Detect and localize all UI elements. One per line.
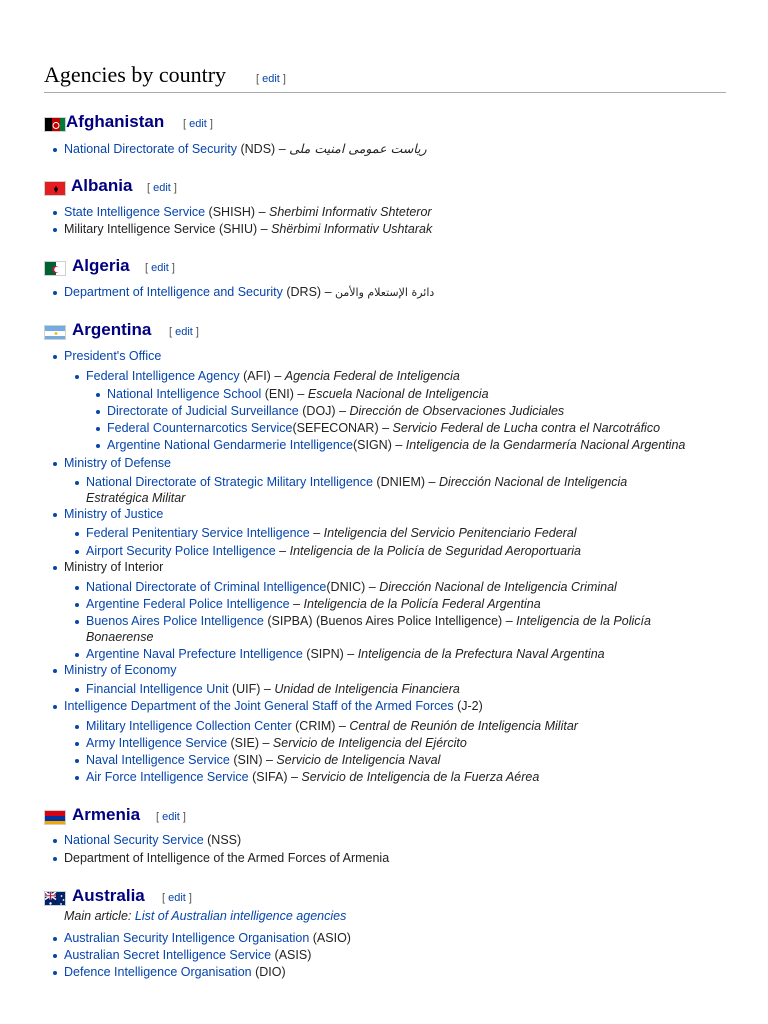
- bullet-icon: [75, 620, 79, 624]
- list-item-dash: –: [338, 719, 346, 733]
- list-item-abbr: (CRIM): [295, 719, 336, 733]
- heading-edit: [ edit ]: [183, 118, 213, 130]
- algeria-flag-icon: [44, 261, 66, 276]
- list-item-link[interactable]: National Directorate of Strategic Military Intelligence: [86, 475, 373, 489]
- bullet-icon: [53, 669, 57, 673]
- list-item-native: ریاست عمومی امنیت ملی: [289, 141, 427, 156]
- argentina-flag-icon: [44, 325, 66, 340]
- list-item: [86, 525, 577, 541]
- list-item-link[interactable]: Argentine National Gendarmerie Intelligence: [107, 438, 353, 452]
- bullet-icon: [53, 839, 57, 843]
- list-item: [64, 930, 351, 946]
- list-item-link[interactable]: Financial Intelligence Unit: [86, 682, 229, 696]
- list-item-native: Sherbimi Informativ Shteteror: [269, 205, 432, 219]
- list-item-link[interactable]: Argentine Naval Prefecture Intelligence: [86, 647, 303, 661]
- list-item: [64, 506, 163, 522]
- list-item-abbr: (ENI): [264, 387, 294, 401]
- bullet-icon: [75, 725, 79, 729]
- list-item: [86, 613, 686, 645]
- list-item-abbr: (DNIEM): [376, 475, 426, 489]
- albania-flag-icon: [44, 181, 66, 196]
- list-item: [107, 437, 685, 453]
- bullet-icon: [53, 954, 57, 958]
- edit-link[interactable]: edit: [153, 182, 171, 194]
- bullet-icon: [53, 462, 57, 466]
- list-item-abbr: (SIPBA) (Buenos Aires Police Intelligence): [267, 614, 503, 628]
- list-item: [64, 221, 432, 237]
- list-item-link[interactable]: Ministry of Economy: [64, 663, 177, 677]
- list-item-link[interactable]: National Intelligence School: [107, 387, 262, 401]
- list-item-dash: –: [258, 205, 266, 219]
- list-item: [86, 474, 686, 506]
- bullet-icon: [75, 550, 79, 554]
- list-item-text: Military Intelligence Service: [64, 222, 216, 236]
- list-item: [64, 947, 311, 963]
- list-item-link[interactable]: Australian Security Intelligence Organisation: [64, 931, 310, 945]
- list-item-native: دائرة الإستعلام والأمن: [335, 286, 435, 299]
- list-item: [86, 543, 581, 559]
- list-item: [64, 455, 171, 471]
- edit-link[interactable]: edit: [175, 326, 193, 338]
- list-item-native: Dirección Nacional de Inteligencia Criminal: [379, 580, 617, 594]
- main-article-note: [64, 909, 346, 923]
- edit-link[interactable]: edit: [162, 811, 180, 823]
- bullet-icon: [96, 427, 100, 431]
- list-item-abbr: (ASIO): [312, 931, 351, 945]
- list-item-abbr: (SHISH): [208, 205, 256, 219]
- armenia-flag-icon: [44, 810, 66, 825]
- list-item-dash: –: [324, 285, 332, 299]
- list-item: [64, 559, 163, 575]
- bullet-icon: [53, 566, 57, 570]
- heading-edit: [ edit ]: [156, 811, 186, 823]
- list-item-dash: –: [279, 544, 287, 558]
- bullet-icon: [53, 937, 57, 941]
- list-item-abbr: (SHIU): [218, 222, 258, 236]
- list-item-abbr: (SIFA): [252, 770, 288, 784]
- list-item: [86, 681, 460, 697]
- list-item-native: Inteligencia del Servicio Penitenciario Federal: [323, 526, 577, 540]
- bullet-icon: [75, 688, 79, 692]
- bullet-icon: [75, 603, 79, 607]
- list-item-dash: –: [265, 753, 273, 767]
- list-item: [64, 141, 427, 157]
- list-item: [107, 420, 660, 436]
- list-item-link[interactable]: National Directorate of Criminal Intelligence: [86, 580, 327, 594]
- list-item-dash: –: [368, 580, 376, 594]
- list-item: [107, 403, 564, 419]
- list-item-native: Servicio de Inteligencia del Ejército: [272, 736, 467, 750]
- list-item-text: Department of Intelligence of the Armed Forces of Armenia: [64, 851, 390, 865]
- list-item-dash: –: [395, 438, 403, 452]
- list-item-native: Shërbimi Informativ Ushtarak: [271, 222, 433, 236]
- list-item-dash: –: [382, 421, 390, 435]
- list-item: [86, 769, 539, 785]
- list-item-dash: –: [505, 614, 513, 628]
- list-item-link[interactable]: Argentine Federal Police Intelligence: [86, 597, 290, 611]
- list-item: [64, 662, 177, 678]
- list-item-abbr: (AFI): [243, 369, 271, 383]
- list-item-abbr: (SIGN): [352, 438, 392, 452]
- list-item-dash: –: [260, 222, 268, 236]
- list-item-dash: –: [297, 387, 305, 401]
- list-item-dash: –: [428, 475, 436, 489]
- list-item-link[interactable]: Intelligence Department of the Joint General Staff of the Armed Forces: [64, 699, 454, 713]
- list-item-abbr: (J-2): [457, 699, 483, 713]
- list-item-link[interactable]: Naval Intelligence Service: [86, 753, 230, 767]
- list-item-link[interactable]: Australian Secret Intelligence Service: [64, 948, 272, 962]
- bullet-icon: [75, 742, 79, 746]
- edit-link[interactable]: edit: [168, 892, 186, 904]
- list-item-native: Servicio de Inteligencia de la Fuerza Aérea: [301, 770, 540, 784]
- list-item-abbr: (ASIS): [274, 948, 312, 962]
- list-item-abbr: (DNIC): [326, 580, 366, 594]
- bullet-icon: [96, 444, 100, 448]
- list-item: [64, 850, 389, 866]
- list-item-native: Agencia Federal de Inteligencia: [284, 369, 460, 383]
- list-item-abbr: (NSS): [207, 833, 242, 847]
- bullet-icon: [75, 776, 79, 780]
- bullet-icon: [53, 705, 57, 709]
- list-item-abbr: (DRS): [286, 285, 322, 299]
- bullet-icon: [96, 410, 100, 414]
- bullet-icon: [53, 857, 57, 861]
- list-item-link[interactable]: Federal Penitentiary Service Intelligence: [86, 526, 310, 540]
- afghanistan-flag-icon: [44, 117, 66, 132]
- bullet-icon: [75, 653, 79, 657]
- heading-title: Albania: [71, 176, 133, 195]
- list-item-link[interactable]: State Intelligence Service: [64, 205, 206, 219]
- list-item-link[interactable]: National Directorate of Security: [64, 142, 237, 156]
- list-item: [64, 964, 286, 980]
- list-item: [107, 386, 489, 402]
- section-edit: [ edit ]: [256, 73, 286, 85]
- australia-flag-icon: [44, 891, 66, 906]
- main-article-prefix: Main article:: [64, 909, 132, 923]
- bullet-icon: [53, 211, 57, 215]
- list-item-link[interactable]: President's Office: [64, 349, 162, 363]
- bullet-icon: [53, 228, 57, 232]
- bullet-icon: [53, 355, 57, 359]
- list-item-abbr: (UIF): [231, 682, 261, 696]
- section-heading: [44, 62, 726, 93]
- heading-edit: [ edit ]: [147, 182, 177, 194]
- list-item-native: Inteligencia de la Gendarmería Nacional Argentina: [405, 438, 686, 452]
- list-item-link[interactable]: National Security Service: [64, 833, 204, 847]
- heading-title: Argentina: [72, 320, 152, 339]
- list-item: [86, 752, 440, 768]
- list-item: [86, 579, 617, 595]
- heading-title: Afghanistan: [66, 112, 165, 131]
- list-item-native: Servicio de Inteligencia Naval: [276, 753, 441, 767]
- main-article-link[interactable]: List of Australian intelligence agencies: [134, 909, 347, 923]
- list-item-native: Unidad de Inteligencia Financiera: [274, 682, 460, 696]
- list-item-link[interactable]: Army Intelligence Service: [86, 736, 228, 750]
- list-item-link[interactable]: Airport Security Police Intelligence: [86, 544, 276, 558]
- heading-title: Armenia: [72, 805, 141, 824]
- list-item-abbr: (SIN): [233, 753, 263, 767]
- list-item: [64, 698, 483, 714]
- list-item-dash: –: [274, 369, 282, 383]
- list-item: [64, 284, 434, 301]
- list-item: [64, 204, 432, 220]
- list-item: [86, 596, 541, 612]
- edit-link[interactable]: edit: [151, 262, 169, 274]
- list-item-link[interactable]: Buenos Aires Police Intelligence: [86, 614, 264, 628]
- list-item-link[interactable]: Ministry of Defense: [64, 456, 171, 470]
- list-item-abbr: (SEFECONAR): [292, 421, 379, 435]
- list-item-link[interactable]: Military Intelligence Collection Center: [86, 719, 292, 733]
- heading-title: Australia: [72, 886, 145, 905]
- list-item-native-cont: Bonaerense: [86, 630, 154, 644]
- list-item-native: Inteligencia de la Policía: [516, 614, 651, 628]
- heading-title: Algeria: [72, 256, 130, 275]
- list-item-native: Dirección de Observaciones Judiciales: [349, 404, 565, 418]
- list-item-native: Dirección Nacional de Inteligencia: [438, 475, 628, 489]
- bullet-icon: [53, 148, 57, 152]
- list-item-dash: –: [347, 647, 355, 661]
- list-item-link[interactable]: Federal Counternarcotics Service: [107, 421, 293, 435]
- list-item-native: Central de Reunión de Inteligencia Militar: [349, 719, 578, 733]
- list-item-native: Inteligencia de la Policía Federal Argentina: [303, 597, 541, 611]
- list-item-abbr: (NDS): [240, 142, 276, 156]
- bullet-icon: [53, 291, 57, 295]
- list-item-link[interactable]: Ministry of Justice: [64, 507, 164, 521]
- list-item-abbr: (SIE): [230, 736, 259, 750]
- bullet-icon: [75, 481, 79, 485]
- list-item-abbr: (DIO): [255, 965, 286, 979]
- list-item-link[interactable]: Air Force Intelligence Service: [86, 770, 249, 784]
- bullet-icon: [75, 586, 79, 590]
- list-item-abbr: (SIPN): [306, 647, 344, 661]
- list-item-native: Inteligencia de la Prefectura Naval Argentina: [357, 647, 605, 661]
- list-item: [86, 368, 460, 384]
- list-item-native: Escuela Nacional de Inteligencia: [307, 387, 489, 401]
- section-title: Agencies by country: [44, 62, 227, 87]
- list-item-dash: –: [262, 736, 270, 750]
- bullet-icon: [96, 393, 100, 397]
- heading-edit: [ edit ]: [169, 326, 199, 338]
- bullet-icon: [53, 513, 57, 517]
- edit-link[interactable]: edit: [189, 118, 207, 130]
- list-item-link[interactable]: Federal Intelligence Agency: [86, 369, 240, 383]
- list-item: [64, 832, 241, 848]
- list-item-native-cont: Estratégica Militar: [86, 491, 186, 505]
- list-item-dash: –: [263, 682, 271, 696]
- list-item-link[interactable]: Directorate of Judicial Surveillance: [107, 404, 299, 418]
- list-item-native: Inteligencia de la Policía de Seguridad Aeroportuaria: [289, 544, 582, 558]
- bullet-icon: [75, 532, 79, 536]
- bullet-icon: [53, 971, 57, 975]
- edit-link[interactable]: edit: [262, 73, 280, 85]
- list-item: [86, 718, 578, 734]
- heading-edit: [ edit ]: [162, 892, 192, 904]
- list-item-text: Ministry of Interior: [64, 560, 164, 574]
- list-item: [86, 735, 467, 751]
- heading-edit: [ edit ]: [145, 262, 175, 274]
- list-item: [86, 646, 605, 662]
- list-item-native: Servicio Federal de Lucha contra el Narcotráfico: [392, 421, 661, 435]
- list-item-dash: –: [339, 404, 347, 418]
- list-item-link[interactable]: Department of Intelligence and Security: [64, 285, 283, 299]
- list-item-dash: –: [313, 526, 321, 540]
- list-item-dash: –: [293, 597, 301, 611]
- list-item-dash: –: [278, 142, 286, 156]
- list-item-link[interactable]: Defence Intelligence Organisation: [64, 965, 252, 979]
- list-item-dash: –: [290, 770, 298, 784]
- bullet-icon: [75, 759, 79, 763]
- bullet-icon: [75, 375, 79, 379]
- list-item-abbr: (DOJ): [302, 404, 336, 418]
- list-item: [64, 348, 161, 364]
